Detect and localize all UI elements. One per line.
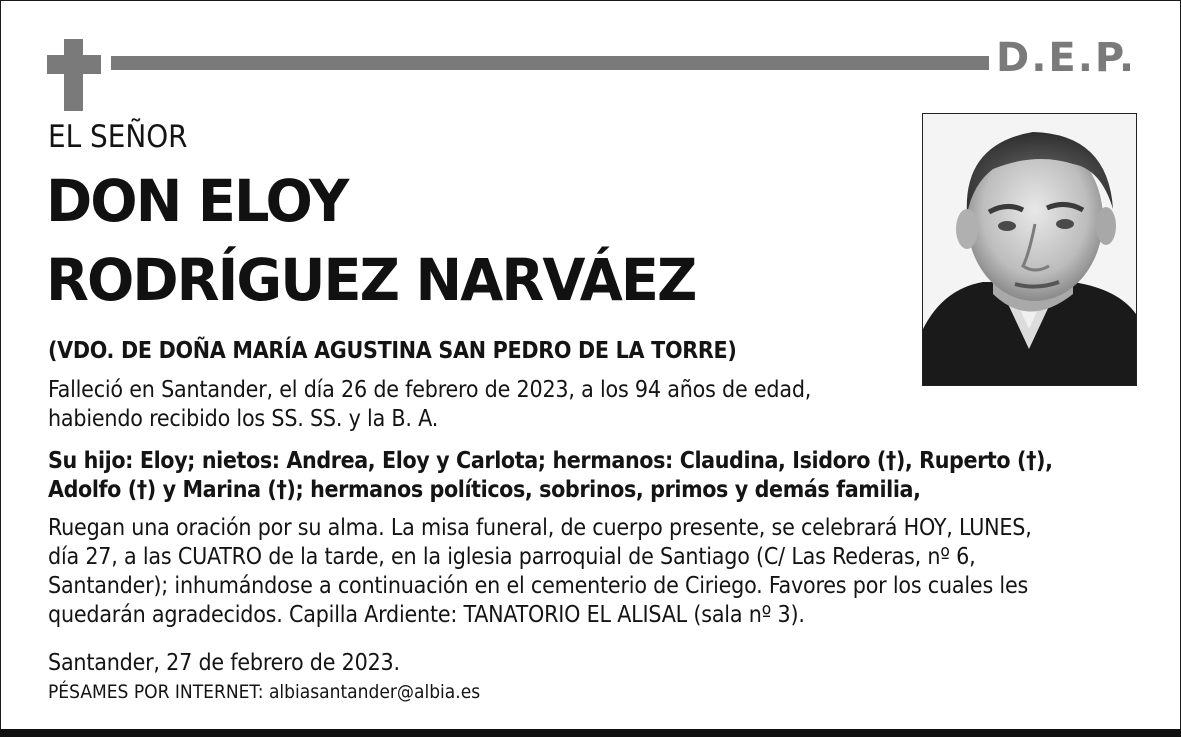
family-line: Adolfo (†) y Marina (†); hermanos políticos, sobrinos, primos y demás familia, [48, 477, 921, 503]
death-details-line: Falleció en Santander, el día 26 de febrero de 2023, a los 94 años de edad, [48, 377, 812, 403]
deceased-name-line-1: DON ELOY [46, 167, 348, 235]
honorific-prefix: EL SEÑOR [48, 119, 188, 155]
header-rule [111, 56, 989, 70]
deceased-name-line-2: RODRÍGUEZ NARVÁEZ [46, 246, 696, 314]
bottom-rule [0, 729, 1181, 737]
mass-line: día 27, a las CUATRO de la tarde, en la iglesia parroquial de Santiago (C/ Las Rederas, nº 6, [48, 544, 976, 570]
dep-label: D.E.P. [996, 35, 1137, 81]
death-details-line: habiendo recibido los SS. SS. y la B. A. [48, 406, 439, 432]
cross-icon [47, 39, 101, 111]
family-line: Su hijo: Eloy; nietos: Andrea, Eloy y Carlota; hermanos: Claudina, Isidoro (†), Ruperto (†), [48, 448, 1053, 474]
mass-line: quedarán agradecidos. Capilla Ardiente: TANATORIO EL ALISAL (sala nº 3). [48, 602, 805, 628]
widower-of: (VDO. DE DOÑA MARÍA AGUSTINA SAN PEDRO DE LA TORRE) [48, 338, 737, 364]
portrait-photo [922, 113, 1137, 386]
online-condolences: PÉSAMES POR INTERNET: albiasantander@albia.es [48, 681, 481, 703]
funeral-mass-details [48, 514, 1128, 630]
family-list [48, 447, 1128, 505]
mass-line: Santander); inhumándose a continuación en el cementerio de Ciriego. Favores por los cuales les [48, 573, 1029, 599]
death-details [48, 376, 908, 434]
place-and-date: Santander, 27 de febrero de 2023. [48, 650, 400, 676]
mass-line: Ruegan una oración por su alma. La misa funeral, de cuerpo presente, se celebrará HOY, LUNES, [48, 515, 1032, 541]
